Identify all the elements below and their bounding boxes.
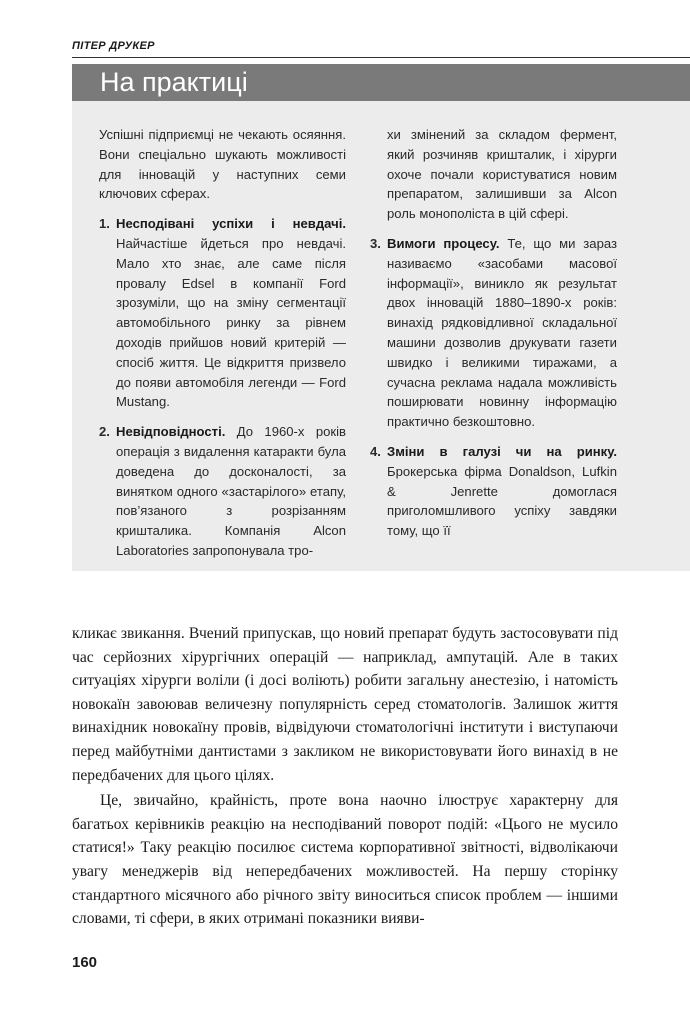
sidebar-continuation: хи змінений за складом фермент, який розчиняв кришталик, і хірурги охоче почали користуватися новим препаратом, залишивши за Alcon роль монополіста в цій сфері. [387, 127, 617, 222]
sidebar-intro: Успішні підприємці не чекають осяяння. Вони спеціально шукають можливості для інновацій у наступних семи ключових сферах. [99, 127, 346, 202]
item-number: 1. [99, 216, 110, 232]
running-head: ПІТЕР ДРУКЕР [72, 40, 155, 52]
sidebar-item-4 [370, 442, 617, 541]
item-number: 2. [99, 424, 110, 440]
header-rule [72, 57, 690, 58]
page-number: 160 [72, 954, 98, 971]
body-paragraph: Це, звичайно, крайність, проте вона наочно ілюструє характерну для багатьох керівників реакцію на несподіваний поворот подій: «Цього не мусило статися!» Таку реакцію посилює система корпоративної звітності, відволікаючи увагу менеджерів від непередбачених можливостей. На першу сторінку стандартного місячного або річного звіту виноситься список проблем — іншими словами, ті сфери, в яких отримані показники вияви- [72, 792, 618, 928]
sidebar-right-column [370, 125, 617, 541]
item-heading: Несподівані успіхи і невдачі. [116, 216, 346, 232]
item-text: До 1960-х років операція з видалення катаракти була доведена до досконалості, за винятком одного «застарілого» етапу, пов’язаного з розрізанням кришталика. Компанія Alcon Laboratories запропонувала тро- [116, 424, 346, 558]
sidebar-item-3 [370, 234, 617, 432]
item-text: Найчастіше йдеться про невдачі. Мало хто знає, але саме після провалу Edsel в компанії Ford зрозуміли, що на зміну сегментації автомобільного ринку за рівнем доходів прийшов новий критерій — спосіб життя. Це відкриття призвело до появи автомобіля легенди — Ford Mustang. [116, 235, 346, 410]
section-title: На практиці [72, 64, 690, 101]
item-text: Брокерська фірма Donaldson, Lufkin & Jenrette домоглася приголомшливого успіху завдяки тому, що її [387, 463, 617, 539]
item-text: Те, що ми зараз називаємо «засобами масової інформації», виникло як результат двох інновацій 1880–1890-х років: винахід рядковідливної складальної машини дозволив друкувати газети швидко і великими тиражами, а сучасна реклама надала можливість поширювати новинну інформацію практично безкоштовно. [387, 235, 617, 430]
item-number: 4. [370, 443, 381, 459]
body-paragraph: кликає звикання. Вчений припускав, що новий препарат будуть застосовувати під час серйозних хірургічних операцій — наприклад, ампутацій. Але в таких ситуаціях хірурги воліли (і досі воліють) робити загальну анестезію, і натомість новокаїн завоював величезну популярність серед стоматологів. Залишок життя винахідник новокаїну провів, відвідуючи стоматологічні інститути і виступаючи перед майбутніми дантистами з закликом не використовувати його винахід в не передбачених для цього цілях. [72, 625, 618, 784]
sidebar-item-2 [99, 422, 346, 561]
sidebar-left-column [99, 125, 346, 561]
item-heading: Зміни в галузі чи на ринку. [387, 443, 617, 459]
sidebar-item-1 [99, 214, 346, 412]
item-number: 3. [370, 235, 381, 251]
item-heading: Вимоги процесу. [387, 235, 500, 251]
body-text [72, 622, 618, 931]
item-heading: Невідповідності. [116, 424, 226, 440]
